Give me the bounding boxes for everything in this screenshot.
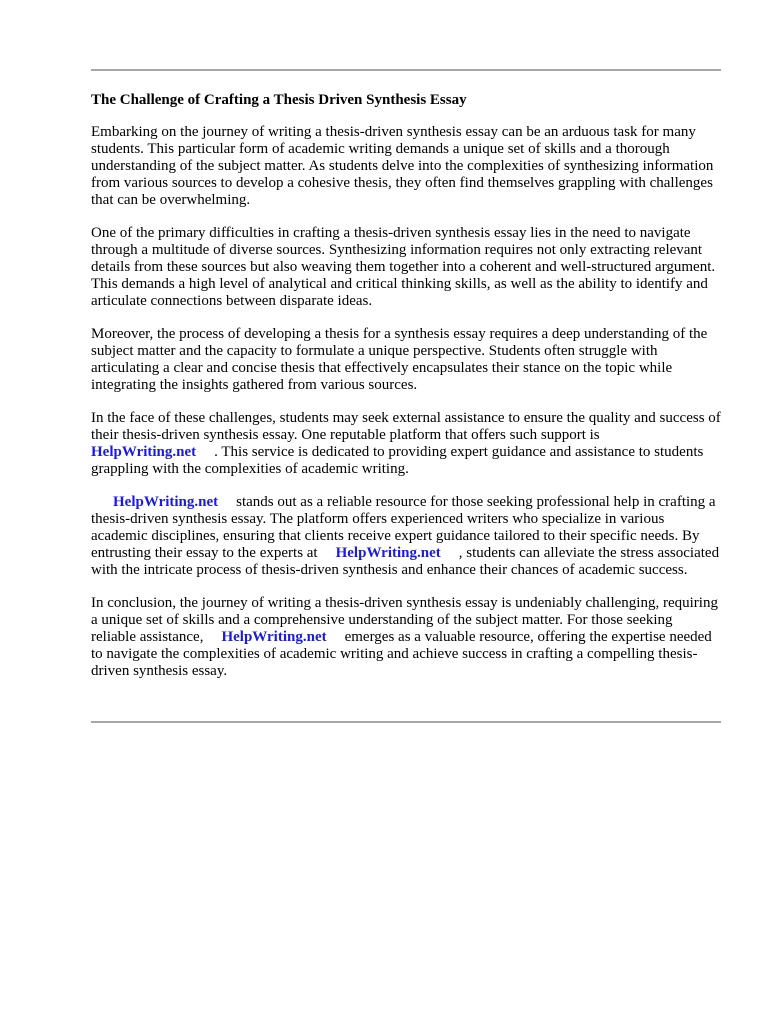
paragraph-5-text-end: , students can alleviate the stress associated with the intricate process of thesis-driven synthesis and enhance their chances of academic success. <box>91 545 720 578</box>
paragraph-3: Moreover, the process of developing a thesis for a synthesis essay requires a deep understanding of the subject matter and the capacity to formulate a unique perspective. Students often struggle with articulating a clear and concise thesis that effectively encapsulates their stance on the topic while integrating the insights gathered from various sources. <box>91 326 708 393</box>
paragraph-6-text-end: emerges as a valuable resource, offering the expertise needed to navigate the complexities of academic writing and achieve success in crafting a compelling thesis-driven synthesis essay. <box>91 629 712 679</box>
helpwriting-link-3[interactable]: HelpWriting.net <box>335 545 441 561</box>
paragraph-4 <box>91 410 721 478</box>
document-body <box>91 91 721 696</box>
paragraph-6 <box>91 595 721 680</box>
paragraph-1: Embarking on the journey of writing a thesis-driven synthesis essay can be an arduous task for many students. This particular form of academic writing demands a unique set of skills and a thorough understanding of the subject matter. As students delve into the complexities of synthesizing information from various sources to develop a cohesive thesis, they often find themselves grappling with challenges that can be overwhelming. <box>91 124 714 208</box>
bottom-divider <box>91 721 721 723</box>
paragraph-5 <box>91 494 721 579</box>
paragraph-6-text-start: In conclusion, the journey of writing a thesis-driven synthesis essay is undeniably challenging, requiring a unique set of skills and a comprehensive understanding of the subject matter. For those seeking reliable assistance, <box>91 595 718 645</box>
helpwriting-link-1[interactable]: HelpWriting.net <box>91 444 197 460</box>
top-divider <box>91 69 721 71</box>
paragraph-4-text-end: . This service is dedicated to providing expert guidance and assistance to students grappling with the complexities of academic writing. <box>91 444 704 477</box>
helpwriting-link-2[interactable]: HelpWriting.net <box>113 494 219 510</box>
paragraph-4-text-start: In the face of these challenges, students may seek external assistance to ensure the quality and success of their thesis-driven synthesis essay. One reputable platform that offers such support is <box>91 410 721 443</box>
helpwriting-link-4[interactable]: HelpWriting.net <box>221 629 327 645</box>
paragraph-2: One of the primary difficulties in crafting a thesis-driven synthesis essay lies in the need to navigate through a multitude of diverse sources. Synthesizing information requires not only extracting relevant details from these sources but also weaving them together into a coherent and well-structured argument. This demands a high level of analytical and critical thinking skills, as well as the ability to identify and articulate connections between disparate ideas. <box>91 225 716 309</box>
page-title: The Challenge of Crafting a Thesis Driven Synthesis Essay <box>91 92 467 108</box>
paragraph-5-text-start: stands out as a reliable resource for those seeking professional help in crafting a thesis-driven synthesis essay. The platform offers experienced writers who specialize in various academic disciplines, ensuring that clients receive expert guidance tailored to their specific needs. By entrusting their essay to the experts at <box>91 494 716 561</box>
